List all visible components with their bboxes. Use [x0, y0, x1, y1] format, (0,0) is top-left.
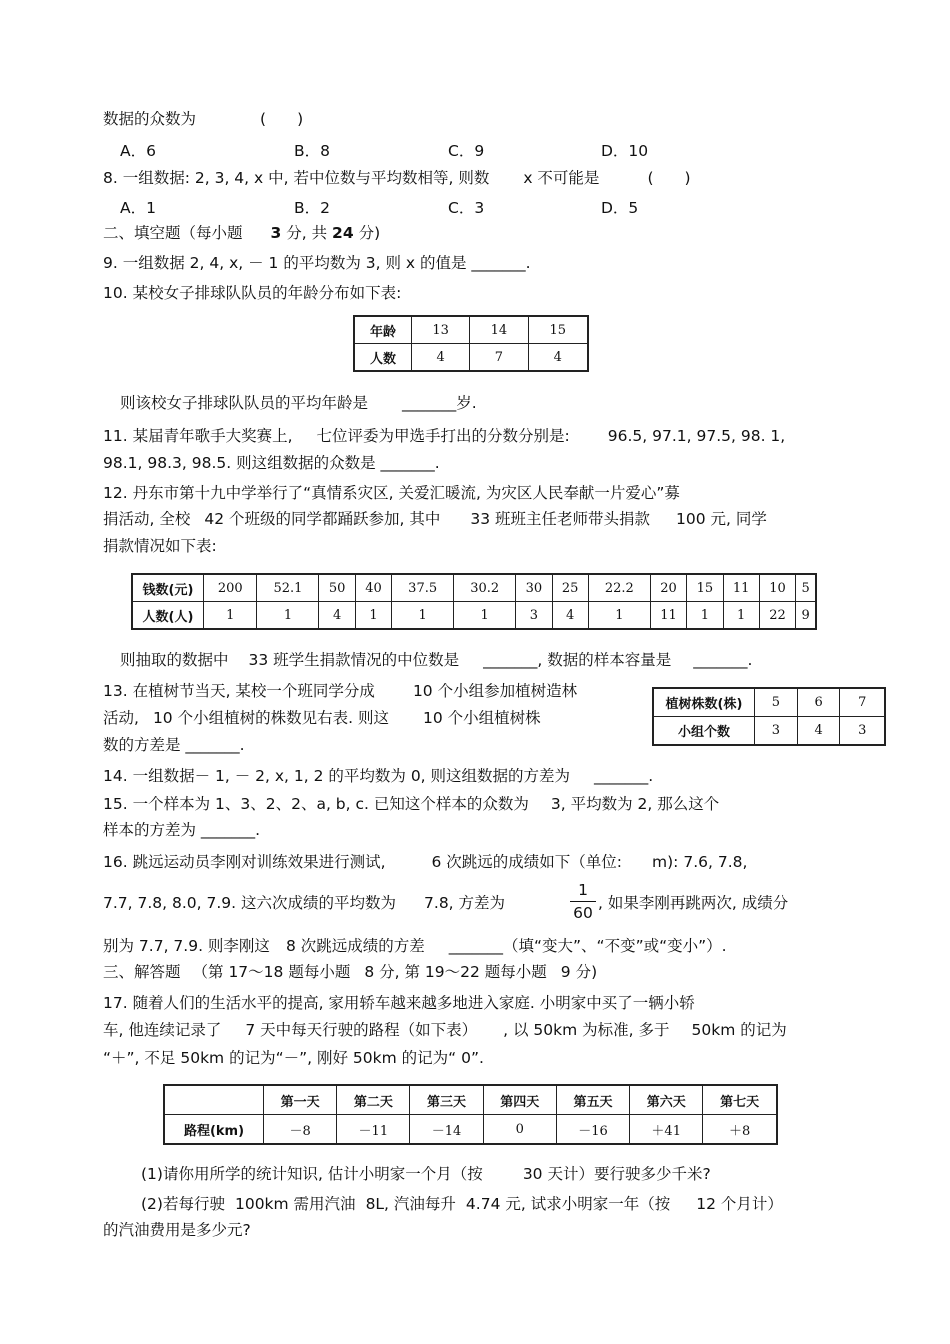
q11-line1 — [103, 426, 785, 446]
donation-table — [131, 573, 817, 630]
q8-option-d: D．5 — [601, 199, 639, 217]
answer-paren: ( ) — [260, 110, 304, 128]
q12-after-b: 33 班学生捐款情况的中位数是 — [248, 651, 460, 669]
table-row — [164, 1085, 777, 1115]
q15-line1 — [103, 794, 719, 814]
table-row — [653, 717, 885, 746]
q17-part2 — [141, 1194, 783, 1214]
age-table — [353, 315, 589, 372]
q10-stem: 10. 某校女子排球队队员的年龄分布如下表: — [103, 284, 402, 302]
section2-heading — [103, 223, 380, 243]
table-cell: 7 — [470, 344, 528, 372]
q13-text-c2: 10 个小组植树株 — [422, 709, 541, 727]
table-cell: 11 — [723, 574, 759, 602]
table-cell: ＋41 — [630, 1115, 703, 1145]
table-cell: 1 — [588, 602, 650, 630]
table-cell: 6 — [797, 688, 840, 717]
table-header: 人数 — [354, 344, 412, 372]
table-row — [653, 688, 885, 717]
table-cell: 11 — [650, 602, 686, 630]
q7-tail-text: 数据的众数为 — [103, 110, 197, 128]
q15-text-b: 3, 平均数为 2, 那么这个 — [550, 795, 720, 813]
table-header: 小组个数 — [653, 717, 755, 746]
q9-stem: 9. 一组数据 2, 4, x, － 1 的平均数为 3, 则 x 的值是 _______. — [103, 254, 531, 272]
table-header: 第二天 — [337, 1085, 410, 1115]
fraction-denominator: 60 — [573, 904, 593, 922]
q13-text-a2: 活动, — [103, 709, 139, 727]
q17-p2-text-d: 4.74 元, 试求小明家一年（按 — [465, 1195, 671, 1213]
q10-question — [120, 393, 477, 413]
distance-table — [163, 1084, 778, 1145]
table-cell: 5 — [755, 688, 798, 717]
q12-text-d: 100 元, 同学 — [676, 510, 767, 528]
q10-after-text: 则该校女子排球队队员的平均年龄是 — [120, 394, 369, 412]
table-header: 人数(人) — [132, 602, 204, 630]
q17-text-c: , 以 50km 为标准, 多于 — [503, 1021, 670, 1039]
table-cell: －16 — [556, 1115, 629, 1145]
q14-text: 14. 一组数据－ 1, － 2, x, 1, 2 的平均数为 0, 则这组数据的方差为 — [103, 767, 571, 785]
q8-option-a: A．1 — [120, 199, 156, 217]
q12-line3: 捐款情况如下表: — [103, 537, 217, 555]
q16-line2-tail: , 如果李刚再跳两次, 成绩分 — [598, 894, 789, 912]
q12-line1: 12. 丹东市第十九中学举行了“真情系灾区, 关爱汇暖流, 为灾区人民奉献一片爱心”募 — [103, 484, 680, 502]
table-corner — [164, 1085, 264, 1115]
q17-line3: “＋”, 不足 50km 的记为“－”, 刚好 50km 的记为“ 0”. — [103, 1049, 484, 1067]
q8-stem — [103, 168, 691, 188]
table-cell: 3 — [755, 717, 798, 746]
table-header: 年龄 — [354, 316, 412, 344]
table-cell: 4 — [319, 602, 355, 630]
q15-line2: 样本的方差为 _______. — [103, 821, 261, 839]
q12-text-b: 42 个班级的同学都踊跃参加, 其中 — [204, 510, 441, 528]
q12-after-c: _______, 数据的样本容量是 — [483, 651, 672, 669]
section2-text-c: 分) — [358, 224, 381, 242]
answer-blank: _______. — [693, 651, 753, 669]
section2-total: 24 — [332, 224, 354, 242]
q15-text-a: 15. 一个样本为 1、3、2、2、a, b, c. 已知这个样本的众数为 — [103, 795, 529, 813]
q7-tail — [103, 109, 303, 129]
q14-stem — [103, 766, 653, 786]
table-header: 第三天 — [410, 1085, 483, 1115]
q16-text-b2: 7.8, 方差为 — [424, 894, 506, 912]
section3-heading — [103, 962, 597, 982]
table-cell: －8 — [264, 1115, 337, 1145]
table-header: 第六天 — [630, 1085, 703, 1115]
q8-option-b: B．2 — [294, 199, 330, 217]
table-cell: －14 — [410, 1115, 483, 1145]
q16-text-a2: 7.7, 7.8, 8.0, 7.9. 这六次成绩的平均数为 — [103, 894, 397, 912]
table-cell: 5 — [796, 574, 816, 602]
q17-p2-text-c: 8L, 汽油每升 — [365, 1195, 456, 1213]
q7-option-a: A．6 — [120, 142, 156, 160]
q17-text-a: 车, 他连续记录了 — [103, 1021, 222, 1039]
q11-text-a: 11. 某届青年歌手大奖赛上, — [103, 427, 293, 445]
table-cell: 15 — [687, 574, 723, 602]
answer-blank: _______岁. — [402, 394, 477, 412]
table-cell: 0 — [483, 1115, 556, 1145]
table-row — [132, 602, 816, 630]
q13-line3: 数的方差是 _______. — [103, 736, 245, 754]
table-row — [164, 1115, 777, 1145]
q12-text-a: 捐活动, 全校 — [103, 510, 191, 528]
q11-line2: 98.1, 98.3, 98.5. 则这组数据的众数是 _______. — [103, 454, 440, 472]
q17-p1-text-b: 30 天计）要行驶多少千米? — [522, 1165, 711, 1183]
q17-p1-text-a: (1)请你用所学的统计知识, 估计小明家一个月（按 — [141, 1165, 483, 1183]
table-cell: 30 — [516, 574, 552, 602]
q12-text-c: 33 班班主任老师带头捐款 — [470, 510, 651, 528]
q16-line3 — [103, 936, 727, 956]
table-cell: 4 — [528, 344, 588, 372]
table-cell: 1 — [392, 602, 454, 630]
q17-line1: 17. 随着人们的生活水平的提高, 家用轿车越来越多地进入家庭. 小明家中买了一辆小轿 — [103, 994, 695, 1012]
section3-text-c: 8 分, 第 19～22 题每小题 — [364, 963, 547, 981]
table-cell: 3 — [516, 602, 552, 630]
table-cell: 25 — [552, 574, 588, 602]
q16-line1 — [103, 852, 747, 872]
q16-text-a3: 别为 7.7, 7.9. 则李刚这 — [103, 937, 270, 955]
table-cell: 22.2 — [588, 574, 650, 602]
tree-table — [652, 687, 886, 746]
table-cell: 20 — [650, 574, 686, 602]
q17-part1 — [141, 1164, 711, 1184]
table-header: 钱数(元) — [132, 574, 204, 602]
section2-points: 3 — [270, 224, 282, 242]
q17-p2-text-e: 12 个月计） — [696, 1195, 783, 1213]
table-cell: 22 — [759, 602, 795, 630]
q17-p2-text-a: (2)若每行驶 — [141, 1195, 225, 1213]
table-cell: －11 — [337, 1115, 410, 1145]
table-cell: 52.1 — [257, 574, 319, 602]
table-cell: 1 — [723, 602, 759, 630]
table-cell: 15 — [528, 316, 588, 344]
q17-text-d: 50km 的记为 — [691, 1021, 787, 1039]
answer-blank: _______. — [594, 767, 654, 785]
table-cell: 14 — [470, 316, 528, 344]
q7-option-c: C．9 — [448, 142, 485, 160]
table-row — [354, 316, 588, 344]
table-cell: 200 — [204, 574, 257, 602]
table-header: 路程(km) — [164, 1115, 264, 1145]
section3-text-a: 三、解答题 — [103, 963, 181, 981]
table-cell: 4 — [552, 602, 588, 630]
table-row — [354, 344, 588, 372]
table-cell: 1 — [687, 602, 723, 630]
table-cell: 4 — [412, 344, 470, 372]
q16-line2 — [103, 893, 505, 913]
q13-text-b: 10 个小组参加植树造林 — [412, 682, 578, 700]
q17-part2-tail: 的汽油费用是多少元? — [103, 1221, 251, 1239]
q16-text-c3: _______（填“变大”、“不变”或“变小”）. — [448, 937, 727, 955]
table-cell: 37.5 — [392, 574, 454, 602]
table-cell: 1 — [355, 602, 391, 630]
table-cell: 10 — [759, 574, 795, 602]
q8-option-c: C．3 — [448, 199, 485, 217]
q17-line2 — [103, 1020, 787, 1040]
table-header: 植树株数(株) — [653, 688, 755, 717]
table-cell: 1 — [204, 602, 257, 630]
table-row — [132, 574, 816, 602]
q7-option-b: B．8 — [294, 142, 330, 160]
variance-fraction — [568, 879, 598, 924]
table-header: 第一天 — [264, 1085, 337, 1115]
table-header: 第五天 — [556, 1085, 629, 1115]
q12-after-a: 则抽取的数据中 — [120, 651, 229, 669]
q16-text-b: 6 次跳远的成绩如下（单位: — [431, 853, 623, 871]
table-cell: 4 — [797, 717, 840, 746]
table-cell: 1 — [454, 602, 516, 630]
q11-text-b: 七位评委为甲选手打出的分数分别是: — [316, 427, 570, 445]
section3-text-d: 9 分) — [560, 963, 598, 981]
q11-text-c: 96.5, 97.1, 97.5, 98. 1, — [607, 427, 786, 445]
table-cell: ＋8 — [703, 1115, 777, 1145]
section3-text-b: （第 17～18 题每小题 — [192, 963, 351, 981]
table-cell: 40 — [355, 574, 391, 602]
q7-option-d: D．10 — [601, 142, 649, 160]
q17-text-b: 7 天中每天行驶的路程（如下表） — [245, 1021, 478, 1039]
q8-text2: x 不可能是 — [523, 169, 600, 187]
table-cell: 30.2 — [454, 574, 516, 602]
q13-text-a: 13. 在植树节当天, 某校一个班同学分成 — [103, 682, 375, 700]
q12-line2 — [103, 509, 767, 529]
q13-line2 — [103, 708, 541, 728]
q17-p2-text-b: 100km 需用汽油 — [234, 1195, 356, 1213]
q16-text-a: 16. 跳远运动员李刚对训练效果进行测试, — [103, 853, 386, 871]
q16-text-c: m): 7.6, 7.8, — [652, 853, 748, 871]
table-cell: 50 — [319, 574, 355, 602]
section2-text-b: 分, 共 — [286, 224, 328, 242]
q16-text-b3: 8 次跳远成绩的方差 — [285, 937, 425, 955]
table-cell: 3 — [840, 717, 885, 746]
table-header: 第四天 — [483, 1085, 556, 1115]
table-cell: 7 — [840, 688, 885, 717]
q8-text: 8. 一组数据: 2, 3, 4, x 中, 若中位数与平均数相等, 则数 — [103, 169, 490, 187]
table-cell: 9 — [796, 602, 816, 630]
answer-paren: ( ) — [647, 169, 691, 187]
table-cell: 1 — [257, 602, 319, 630]
q13-line1 — [103, 681, 577, 701]
table-header: 第七天 — [703, 1085, 777, 1115]
q13-text-b2: 10 个小组植树的株数见右表. 则这 — [152, 709, 389, 727]
fraction-numerator: 1 — [578, 881, 588, 899]
q12-question — [120, 650, 752, 670]
section2-text-a: 二、填空题（每小题 — [103, 224, 243, 242]
table-cell: 13 — [412, 316, 470, 344]
